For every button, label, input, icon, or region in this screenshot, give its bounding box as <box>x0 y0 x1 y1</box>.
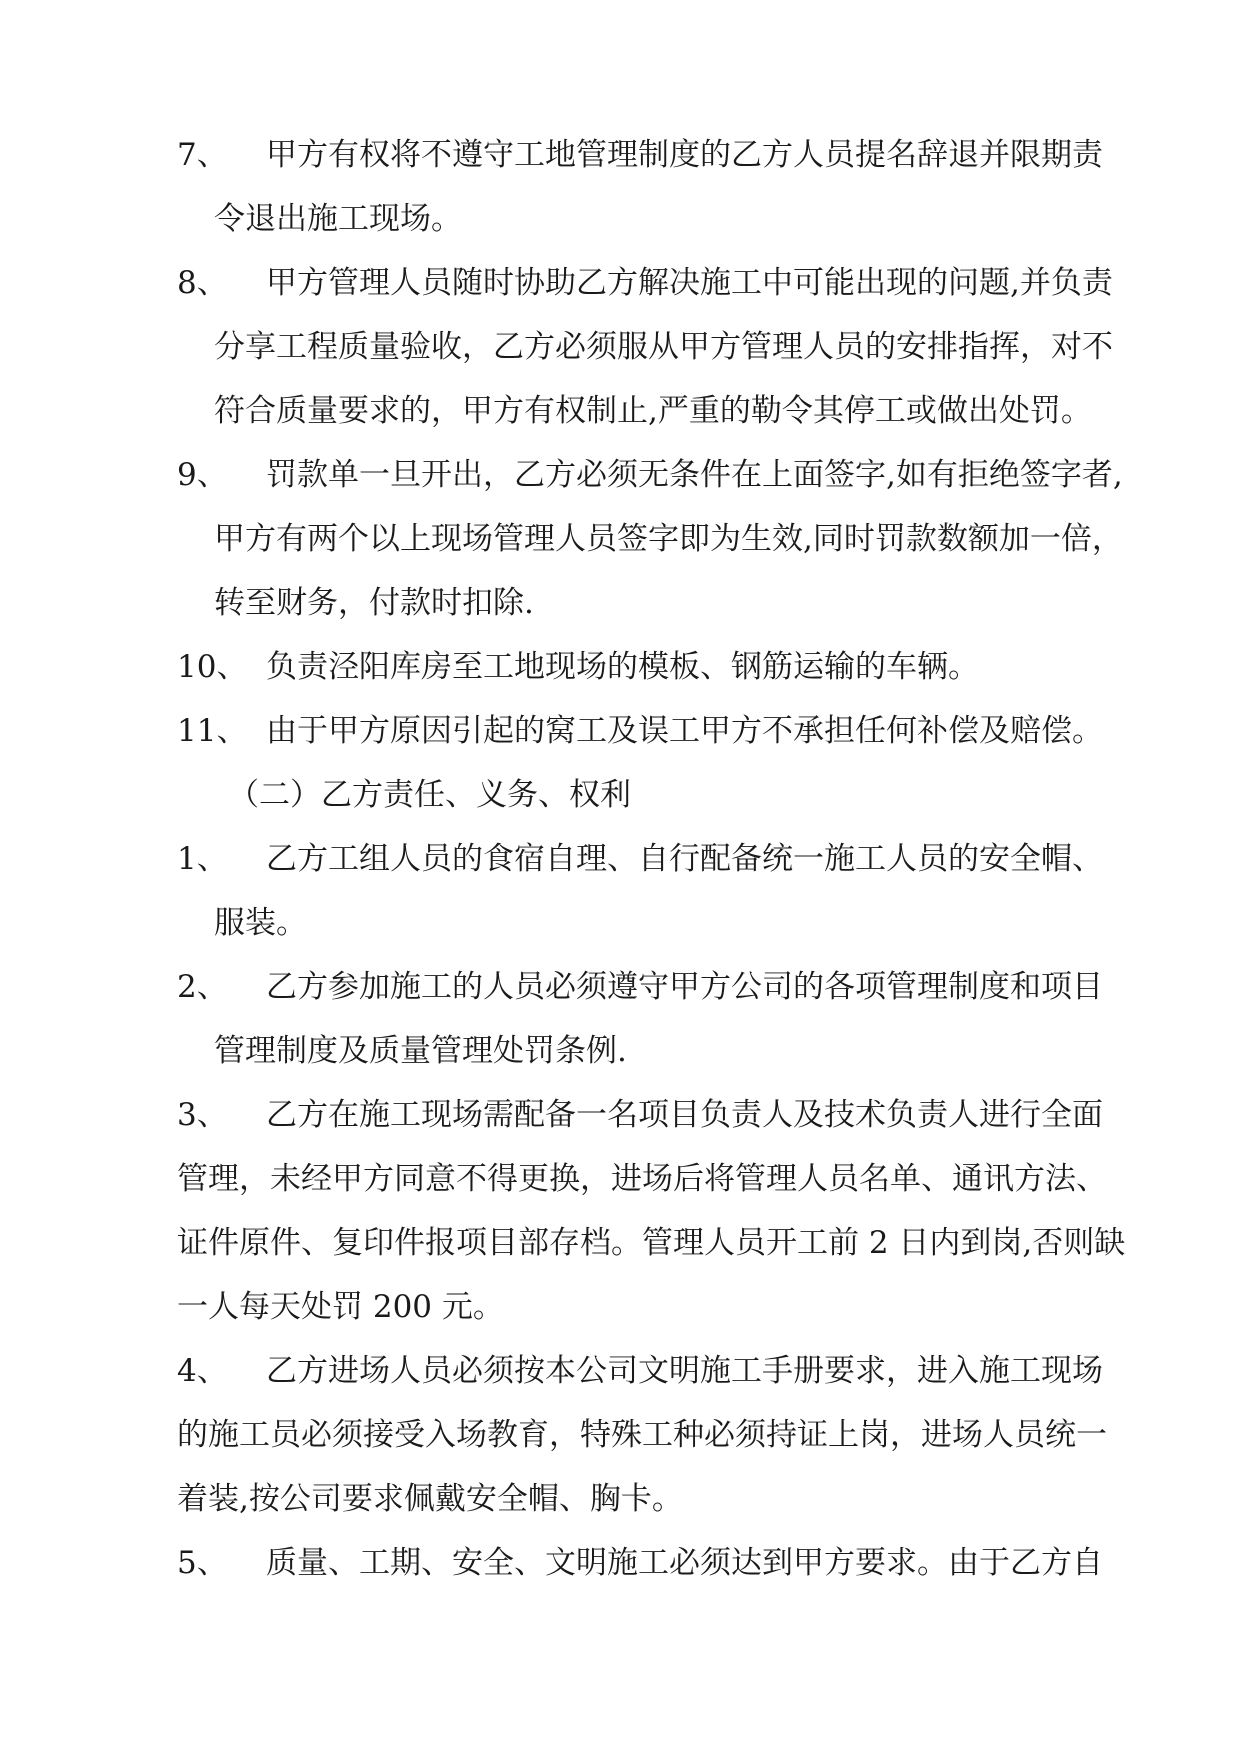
item-text: 乙方参加施工的人员必须遵守甲方公司的各项管理制度和项目 <box>266 969 1103 1005</box>
continuation-line: 转至财务，付款时扣除. <box>214 585 534 621</box>
continuation-line: 服装。 <box>214 905 307 941</box>
item-number: 5、 <box>177 1545 228 1581</box>
item-number: 2、 <box>177 969 228 1005</box>
continuation-line: 符合质量要求的，甲方有权制止,严重的勒令其停工或做出处罚。 <box>214 393 1092 429</box>
continuation-line: 管理，未经甲方同意不得更换，进场后将管理人员名单、通讯方法、 <box>177 1161 1107 1197</box>
continuation-line: 甲方有两个以上现场管理人员签字即为生效,同时罚款数额加一倍， <box>214 521 1123 557</box>
item-text: 甲方管理人员随时协助乙方解决施工中可能出现的问题,并负责 <box>266 265 1113 301</box>
continuation-line: 管理制度及质量管理处罚条例. <box>214 1033 627 1069</box>
item-text: 乙方工组人员的食宿自理、自行配备统一施工人员的安全帽、 <box>266 841 1103 877</box>
continuation-line: 分享工程质量验收，乙方必须服从甲方管理人员的安排指挥，对不 <box>214 329 1113 365</box>
item-text: 罚款单一旦开出，乙方必须无条件在上面签字,如有拒绝签字者, <box>266 457 1123 493</box>
item-text: 甲方有权将不遵守工地管理制度的乙方人员提名辞退并限期责 <box>266 137 1103 173</box>
item-text: 负责泾阳库房至工地现场的模板、钢筋运输的车辆。 <box>266 649 979 685</box>
continuation-line: 着装,按公司要求佩戴安全帽、胸卡。 <box>177 1481 683 1517</box>
continuation-line: 令退出施工现场。 <box>214 201 462 237</box>
item-number: 4、 <box>177 1353 228 1389</box>
item-number: 9、 <box>177 457 228 493</box>
item-number: 7、 <box>177 137 228 173</box>
item-number: 8、 <box>177 265 228 301</box>
section-heading: （二）乙方责任、义务、权利 <box>228 777 631 813</box>
item-text: 乙方进场人员必须按本公司文明施工手册要求，进入施工现场 <box>266 1353 1103 1389</box>
continuation-line: 证件原件、复印件报项目部存档。管理人员开工前 2 日内到岗,否则缺 <box>177 1225 1126 1261</box>
item-text: 由于甲方原因引起的窝工及误工甲方不承担任何补偿及赔偿。 <box>266 713 1103 749</box>
item-number: 3、 <box>177 1097 228 1133</box>
continuation-line: 的施工员必须接受入场教育，特殊工种必须持证上岗，进场人员统一 <box>177 1417 1107 1453</box>
continuation-line: 一人每天处罚 200 元。 <box>177 1289 504 1325</box>
item-text: 质量、工期、安全、文明施工必须达到甲方要求。由于乙方自 <box>266 1545 1103 1581</box>
item-number: 11、 <box>177 713 248 749</box>
item-number: 1、 <box>177 841 228 877</box>
item-text: 乙方在施工现场需配备一名项目负责人及技术负责人进行全面 <box>266 1097 1103 1133</box>
item-number: 10、 <box>177 649 248 685</box>
